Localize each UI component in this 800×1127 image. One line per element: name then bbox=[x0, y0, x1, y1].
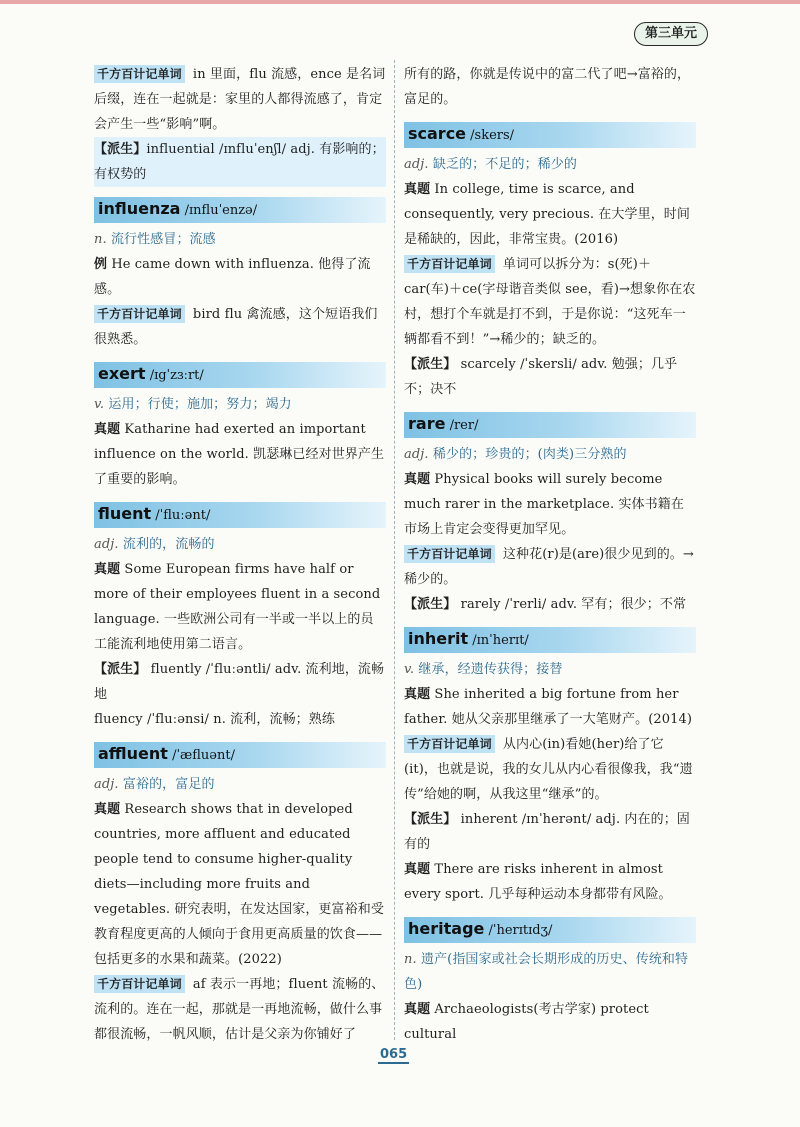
example-text: Archaeologists(考古学家) protect cultural bbox=[404, 1002, 649, 1042]
headword: scarce /skers/ bbox=[408, 124, 515, 143]
definition bbox=[404, 947, 696, 997]
definition-text: 遗产(指国家或社会长期形成的历史、传统和特色) bbox=[404, 952, 689, 992]
entry-header-heritage bbox=[404, 917, 696, 943]
example-tag: 真题 bbox=[404, 472, 431, 487]
derivative-text: inherent /ɪnˈherənt/ adj. 内在的；固有的 bbox=[404, 812, 690, 852]
definition bbox=[94, 392, 386, 417]
phonetic: /ˈæfluənt/ bbox=[167, 748, 235, 763]
memo-tag: 千方百计记单词 bbox=[404, 545, 495, 563]
memo-text: in 里面，flu 流感，ence 是名词后缀，连在一起就是：家里的人都得流感了，肯定会产生一些“影响”啊。 bbox=[94, 67, 386, 132]
memo-tag: 千方百计记单词 bbox=[404, 255, 495, 273]
memo-paragraph bbox=[94, 302, 386, 352]
derivative-text: rarely /ˈrerli/ adv. 罕有；很少；不常 bbox=[456, 597, 687, 612]
derivative-tag: 【派生】 bbox=[404, 812, 457, 827]
memo-paragraph bbox=[94, 972, 386, 1047]
entry-header-influenza bbox=[94, 197, 386, 223]
derivative-paragraph-2: fluency /ˈfluːənsi/ n. 流利，流畅；熟练 bbox=[94, 712, 335, 727]
definition-text: 缺乏的；不足的；稀少的 bbox=[428, 157, 577, 172]
left-column bbox=[94, 62, 386, 1047]
definition-text: 稀少的；珍贵的；(肉类)三分熟的 bbox=[428, 447, 627, 462]
headword: rare /rer/ bbox=[408, 414, 479, 433]
derivative-paragraph bbox=[404, 807, 696, 857]
derivative-paragraph bbox=[94, 137, 386, 187]
example-text: Some European firms have half or more of their employees fluent in a second language. 一些欧洲公司有一半或一半以上的员工能流利地使用第二语言。 bbox=[94, 562, 381, 652]
derivative-tag: 【派生】 bbox=[404, 357, 457, 372]
memo-paragraph bbox=[404, 542, 696, 592]
part-of-speech: n. bbox=[404, 952, 417, 967]
headword: influenza /ɪnfluˈenzə/ bbox=[98, 199, 258, 218]
entry-header-rare bbox=[404, 412, 696, 438]
example-text: In college, time is scarce, and consequently, very precious. 在大学里，时间是稀缺的，因此，非常宝贵。(2016) bbox=[404, 182, 691, 247]
phonetic: /ɪnfluˈenzə/ bbox=[180, 203, 258, 218]
headword: inherit /ɪnˈherɪt/ bbox=[408, 629, 529, 648]
definition bbox=[404, 657, 696, 682]
page-number: 065 bbox=[380, 1047, 408, 1062]
memo-text: bird flu 禽流感，这个短语我们很熟悉。 bbox=[94, 307, 378, 347]
memo-tag: 千方百计记单词 bbox=[94, 975, 185, 993]
memo-tag: 千方百计记单词 bbox=[94, 305, 185, 323]
headword: fluent /ˈfluːənt/ bbox=[98, 504, 211, 523]
entry-header-affluent bbox=[94, 742, 386, 768]
definition bbox=[94, 227, 386, 252]
definition bbox=[94, 532, 386, 557]
headword: exert /ɪgˈzɜːrt/ bbox=[98, 364, 204, 383]
memo-text: 从内心(in)看她(her)给了它(it)，也就是说，我的女儿从内心看很像我，我“遗传”给她的啊，从我这里“继承”的。 bbox=[404, 737, 693, 802]
memo-text: 这种花(r)是(are)很少见到的。→稀少的。 bbox=[404, 547, 694, 587]
example bbox=[94, 557, 386, 657]
definition-text: 流利的，流畅的 bbox=[118, 537, 215, 552]
derivative-tag: 【派生】 bbox=[94, 662, 147, 677]
phonetic: /ɪnˈherɪt/ bbox=[468, 633, 529, 648]
part-of-speech: adj. bbox=[404, 447, 429, 462]
example bbox=[404, 177, 696, 252]
definition-text: 流行性感冒；流感 bbox=[106, 232, 216, 247]
part-of-speech: v. bbox=[94, 397, 105, 412]
derivative-paragraph bbox=[404, 352, 696, 402]
example-text: He came down with influenza. 他得了流感。 bbox=[94, 257, 371, 297]
example-text: She inherited a big fortune from her father. 她从父亲那里继承了一大笔财产。(2014) bbox=[404, 687, 693, 727]
example bbox=[404, 857, 696, 907]
derivative-text: scarcely /ˈskersli/ adv. 勉强；几乎不；决不 bbox=[404, 357, 678, 397]
unit-badge: 第三单元 bbox=[634, 22, 708, 46]
example-tag: 真题 bbox=[94, 422, 121, 437]
entry-header-scarce bbox=[404, 122, 696, 148]
phonetic: /skers/ bbox=[466, 128, 515, 143]
top-border-line bbox=[0, 0, 800, 4]
definition-text: 继承，经遗传获得；接替 bbox=[414, 662, 563, 677]
derivative-text: fluently /ˈfluːəntli/ adv. 流利地，流畅地 bbox=[94, 662, 385, 702]
entry-header-exert bbox=[94, 362, 386, 388]
entry-header-inherit bbox=[404, 627, 696, 653]
entry-header-fluent bbox=[94, 502, 386, 528]
example bbox=[94, 252, 386, 302]
definition bbox=[94, 772, 386, 797]
derivative-paragraph bbox=[404, 592, 696, 617]
example bbox=[404, 682, 696, 732]
example-text: Katharine had exerted an important influence on the world. 凯瑟琳已经对世界产生了重要的影响。 bbox=[94, 422, 385, 487]
derivative-tag: 【派生】 bbox=[404, 597, 457, 612]
example-text: Physical books will surely become much rarer in the marketplace. 实体书籍在市场上肯定会变得更加罕见。 bbox=[404, 472, 684, 537]
example bbox=[94, 417, 386, 492]
definition bbox=[404, 442, 696, 467]
example-tag: 真题 bbox=[404, 182, 431, 197]
example-text: Research shows that in developed countries, more affluent and educated people tend to consume higher-quality diets—including more fruits and vegetables. 研究表明，在发达国家，更富裕和受教育程度更高的人倾向于食用更高质量的饮食——包括更多的水果和蔬菜。(2022) bbox=[94, 802, 384, 967]
example bbox=[404, 997, 696, 1047]
derivative-tag: 【派生】 bbox=[94, 142, 147, 157]
memo-tag: 千方百计记单词 bbox=[404, 735, 495, 753]
example-tag: 真题 bbox=[404, 687, 431, 702]
example-tag: 例 bbox=[94, 257, 108, 272]
column-divider bbox=[394, 60, 395, 1040]
example-tag: 真题 bbox=[94, 562, 121, 577]
derivative-paragraph bbox=[94, 657, 386, 707]
example-text: There are risks inherent in almost every sport. 几乎每种运动本身都带有风险。 bbox=[404, 862, 672, 902]
headword: heritage /ˈherɪtɪdʒ/ bbox=[408, 919, 553, 938]
phonetic: /ˈfluːənt/ bbox=[151, 508, 211, 523]
example-tag: 真题 bbox=[404, 862, 431, 877]
part-of-speech: n. bbox=[94, 232, 107, 247]
memo-paragraph bbox=[94, 62, 386, 137]
memo-paragraph bbox=[404, 252, 696, 352]
part-of-speech: adj. bbox=[404, 157, 429, 172]
continued-text: 所有的路，你就是传说中的富二代了吧→富裕的，富足的。 bbox=[404, 67, 691, 107]
definition-text: 运用；行使；施加；努力；竭力 bbox=[104, 397, 292, 412]
memo-tag: 千方百计记单词 bbox=[94, 65, 185, 83]
example bbox=[94, 797, 386, 972]
definition-text: 富裕的，富足的 bbox=[118, 777, 215, 792]
phonetic: /ˈherɪtɪdʒ/ bbox=[484, 923, 553, 938]
part-of-speech: v. bbox=[404, 662, 415, 677]
phonetic: /rer/ bbox=[445, 418, 479, 433]
part-of-speech: adj. bbox=[94, 777, 119, 792]
example bbox=[404, 467, 696, 542]
part-of-speech: adj. bbox=[94, 537, 119, 552]
phonetic: /ɪgˈzɜːrt/ bbox=[145, 368, 204, 383]
example-tag: 真题 bbox=[404, 1002, 431, 1017]
memo-paragraph bbox=[404, 732, 696, 807]
definition bbox=[404, 152, 696, 177]
memo-text: 单词可以拆分为：s(死)＋car(车)＋ce(字母谐音类似 see，看)→想象你在农村，想打个车就是打不到，于是你说：“这死车一辆都看不到！”→稀少的；缺乏的。 bbox=[404, 257, 696, 347]
derivative-text: influential /ɪnfluˈenʃl/ adj. 有影响的；有权势的 bbox=[94, 142, 385, 182]
memo-text: af 表示一再地；fluent 流畅的、流利的。连在一起，那就是一再地流畅，做什么事都很流畅，一帆风顺，估计是父亲为你铺好了 bbox=[94, 977, 385, 1042]
right-column bbox=[404, 62, 696, 1047]
example-tag: 真题 bbox=[94, 802, 121, 817]
headword: affluent /ˈæfluənt/ bbox=[98, 744, 235, 763]
